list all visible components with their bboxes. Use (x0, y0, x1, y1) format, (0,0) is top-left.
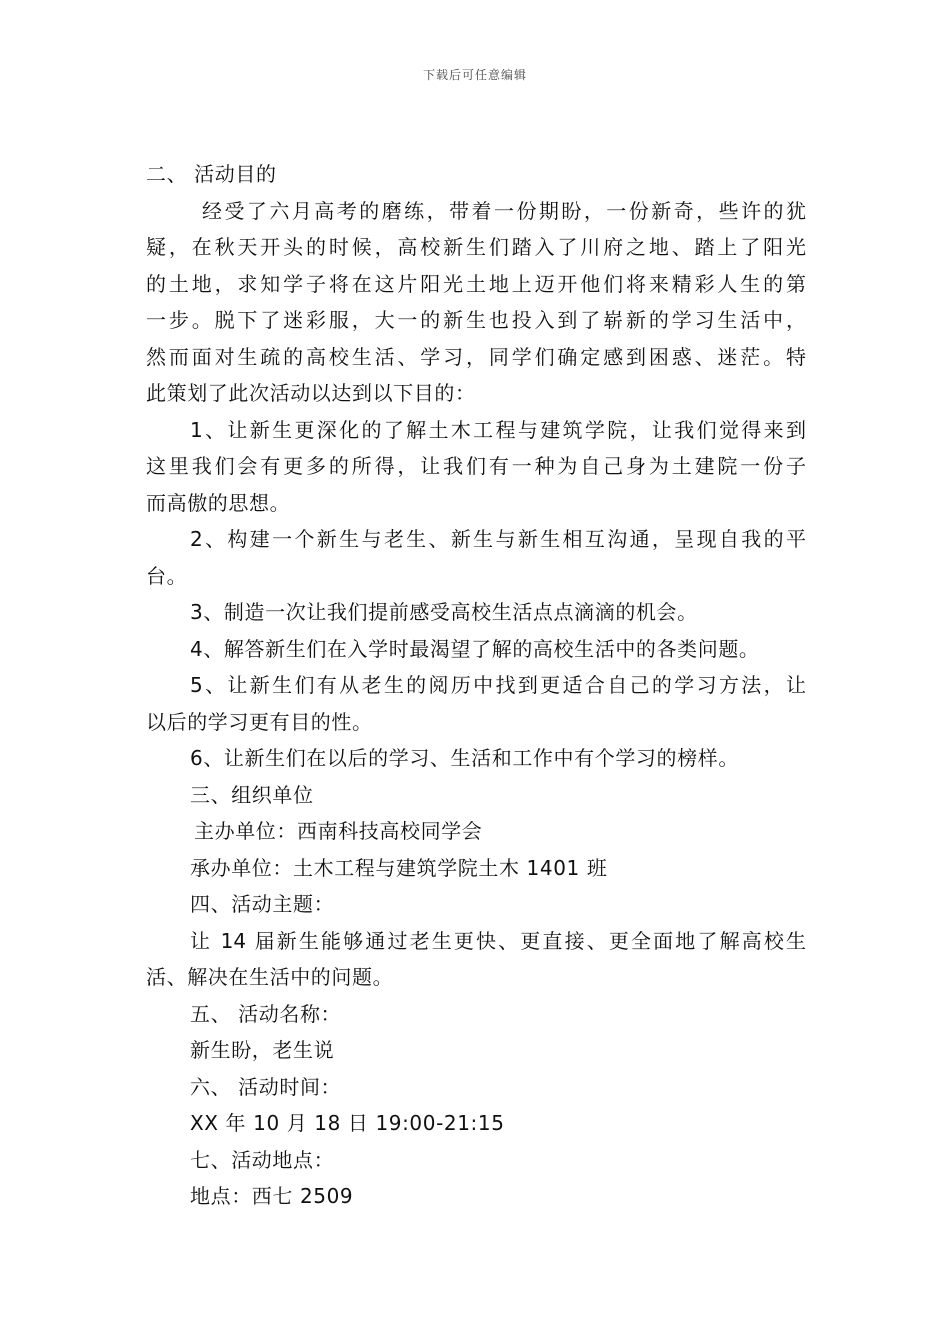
document-body (146, 156, 806, 1215)
purpose-item-3: 3、制造一次让我们提前感受高校生活点点滴滴的机会。 (190, 600, 698, 624)
paragraph-line: 疑，在秋天开头的时候，高校新生们踏入了川府之地、踏上了阳光 (146, 235, 806, 259)
activity-name: 新生盼，老生说 (190, 1038, 335, 1062)
page-header: 下载后可任意编辑 (422, 68, 527, 82)
organizer-unit: 承办单位：土木工程与建筑学院土木 1401 班 (190, 855, 608, 880)
section-heading-location: 七、活动地点： (190, 1147, 335, 1172)
theme-line: 让 14 届新生能够通过老生更快、更直接、更全面地了解高校生 (190, 928, 806, 953)
section-heading-purpose: 二、 活动目的 (146, 162, 277, 186)
paragraph-line: 此策划了此次活动以达到以下目的： (146, 381, 476, 405)
purpose-item-4: 4、解答新生们在入学时最渴望了解的高校生活中的各类问题。 (190, 636, 760, 661)
purpose-item-6: 6、让新生们在以后的学习、生活和工作中有个学习的榜样。 (190, 746, 739, 770)
paragraph-line: 然而面对生疏的高校生活、学习，同学们确定感到困惑、迷茫。特 (146, 344, 806, 369)
section-heading-organization: 三、组织单位 (190, 782, 314, 807)
purpose-item-1: 1、让新生更深化的了解土木工程与建筑学院，让我们觉得来到 (190, 417, 806, 442)
section-heading-name: 五、 活动名称： (190, 1001, 342, 1026)
purpose-item-5: 5、让新生们有从老生的阅历中找到更适合自己的学习方法，让 (190, 673, 806, 697)
purpose-item-2-cont: 台。 (146, 563, 188, 588)
activity-location: 地点：西七 2509 (190, 1184, 354, 1208)
section-heading-time: 六、 活动时间： (190, 1074, 342, 1099)
purpose-item-5-cont: 以后的学习更有目的性。 (146, 709, 373, 734)
purpose-item-2: 2、构建一个新生与老生、新生与新生相互沟通，呈现自我的平 (190, 527, 806, 551)
paragraph-line: 的土地，求知学子将在这片阳光土地上迈开他们将来精彩人生的第 (146, 271, 806, 296)
theme-line-cont: 活、解决在生活中的问题。 (146, 965, 394, 989)
host-unit: 主办单位：西南科技高校同学会 (194, 819, 483, 843)
paragraph-line: 一步。脱下了迷彩服，大一的新生也投入到了崭新的学习生活中， (146, 308, 806, 332)
purpose-item-1-cont: 这里我们会有更多的所得，让我们有一种为自己身为土建院一份子 (146, 454, 806, 478)
paragraph-line: 经受了六月高考的磨练，带着一份期盼，一份新奇，些许的犹 (202, 198, 806, 223)
purpose-item-1-cont: 而高傲的思想。 (146, 490, 291, 515)
activity-time: XX 年 10 月 18 日 19:00-21:15 (190, 1111, 505, 1135)
section-heading-theme: 四、活动主题： (190, 892, 335, 916)
